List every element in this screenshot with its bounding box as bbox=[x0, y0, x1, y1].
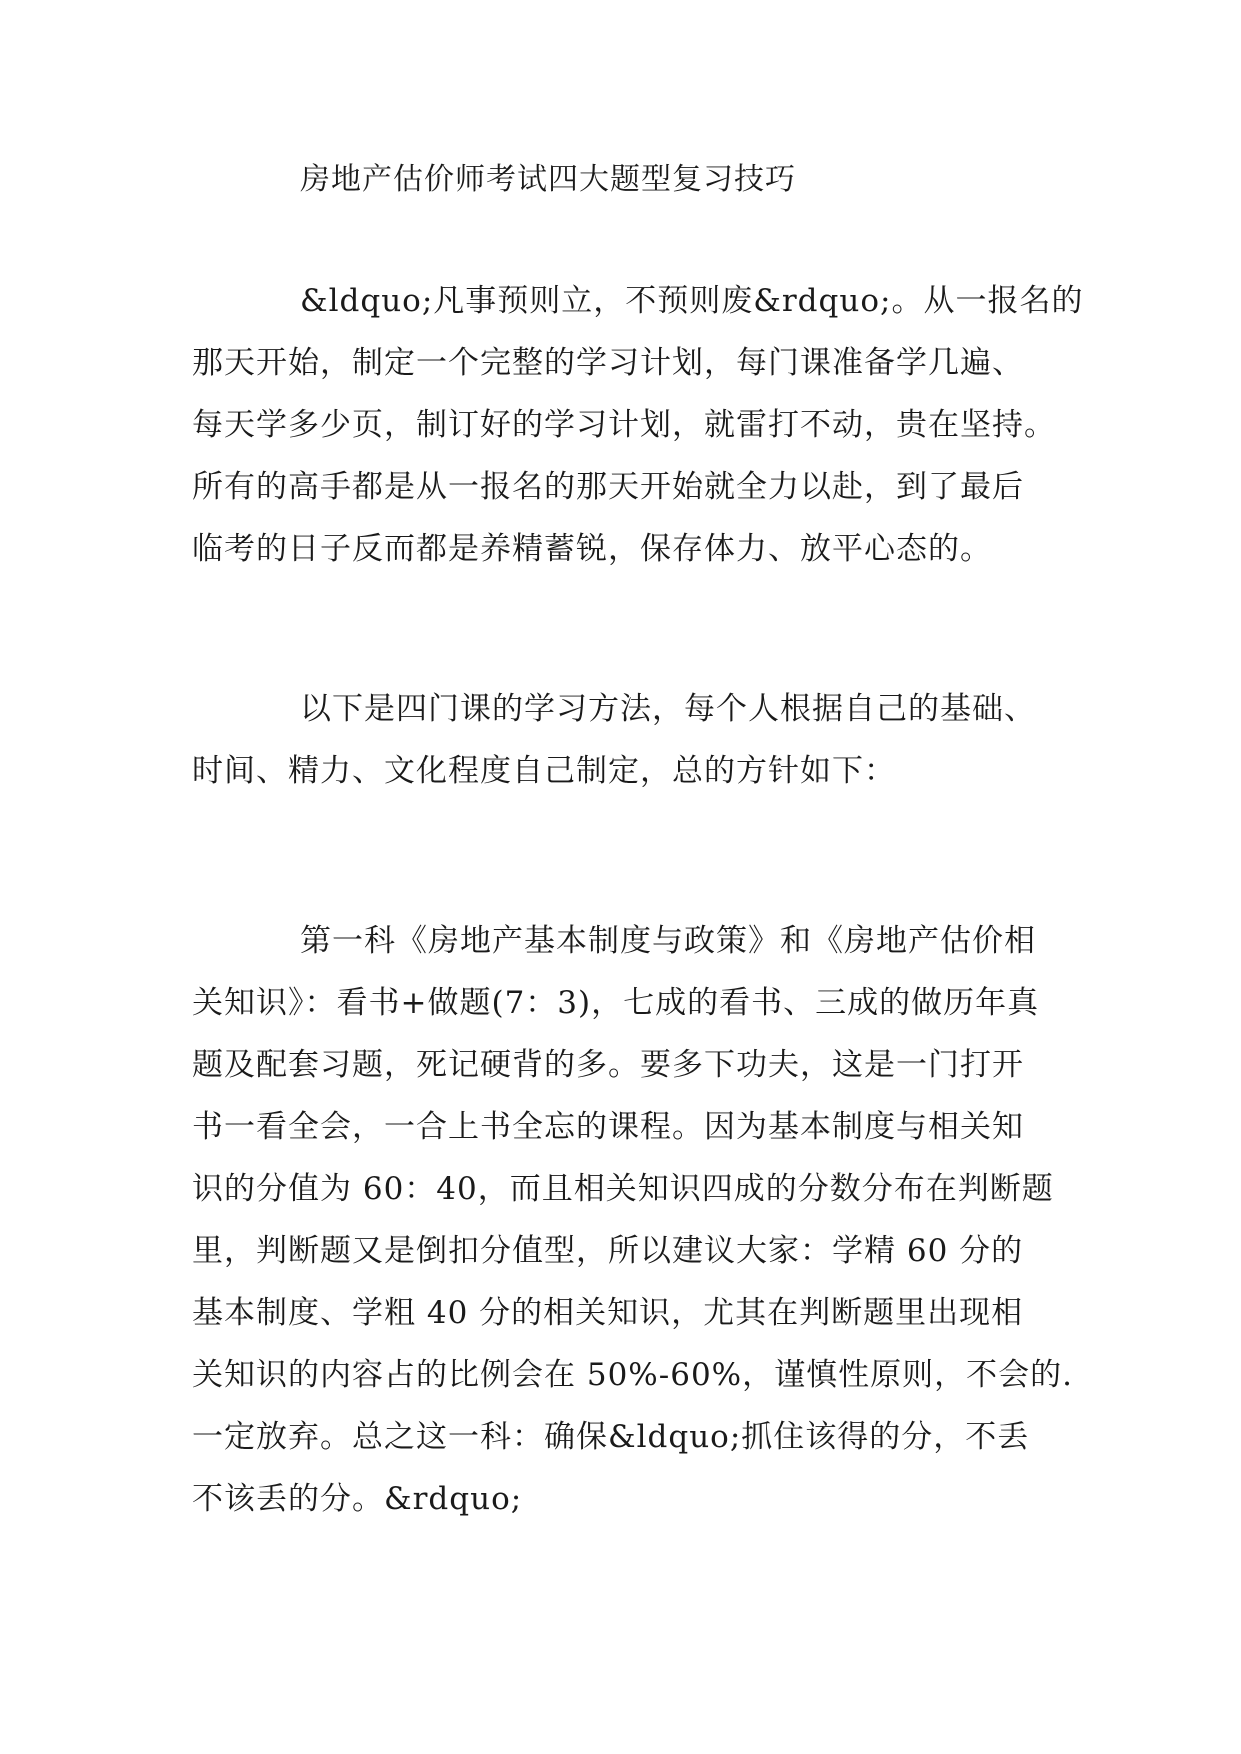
text-line: 以下是四门课的学习方法，每个人根据自己的基础、 bbox=[300, 691, 1036, 727]
text-line: 题及配套习题，死记硬背的多。要多下功夫，这是一门打开 bbox=[192, 1047, 1024, 1083]
document-title: 房地产估价师考试四大题型复习技巧 bbox=[300, 162, 796, 197]
text-line: 基本制度、学粗 40 分的相关知识，尤其在判断题里出现相 bbox=[192, 1295, 1024, 1331]
text-line: 临考的日子反而都是养精蓄锐，保存体力、放平心态的。 bbox=[192, 531, 992, 567]
text-line: 时间、精力、文化程度自己制定，总的方针如下： bbox=[192, 753, 896, 789]
text-line: 那天开始，制定一个完整的学习计划，每门课准备学几遍、 bbox=[192, 345, 1024, 381]
text-line: 书一看全会，一合上书全忘的课程。因为基本制度与相关知 bbox=[192, 1109, 1024, 1145]
text-line: 第一科《房地产基本制度与政策》和《房地产估价相 bbox=[300, 923, 1036, 959]
text-line: 每天学多少页，制订好的学习计划，就雷打不动，贵在坚持。 bbox=[192, 407, 1056, 443]
paragraph-methods bbox=[192, 678, 1072, 802]
text-line: 一定放弃。总之这一科：确保&ldquo;抓住该得的分，不丢 bbox=[192, 1419, 1030, 1455]
text-line: 所有的高手都是从一报名的那天开始就全力以赴，到了最后 bbox=[192, 469, 1024, 505]
text-line: 里，判断题又是倒扣分值型，所以建议大家：学精 60 分的 bbox=[192, 1233, 1024, 1269]
text-line: 不该丢的分。&rdquo; bbox=[192, 1481, 523, 1517]
text-line: 识的分值为 60：40，而且相关知识四成的分数分布在判断题 bbox=[192, 1171, 1054, 1207]
paragraph-intro bbox=[192, 270, 1084, 580]
text-line: 关知识》：看书+做题(7：3)，七成的看书、三成的做历年真 bbox=[192, 985, 1040, 1021]
text-line: 关知识的内容占的比例会在 50%-60%，谨慎性原则，不会的. bbox=[192, 1357, 1073, 1393]
text-line: &ldquo;凡事预则立，不预则废&rdquo;。从一报名的 bbox=[300, 283, 1084, 319]
paragraph-subject-one bbox=[192, 910, 1072, 1530]
